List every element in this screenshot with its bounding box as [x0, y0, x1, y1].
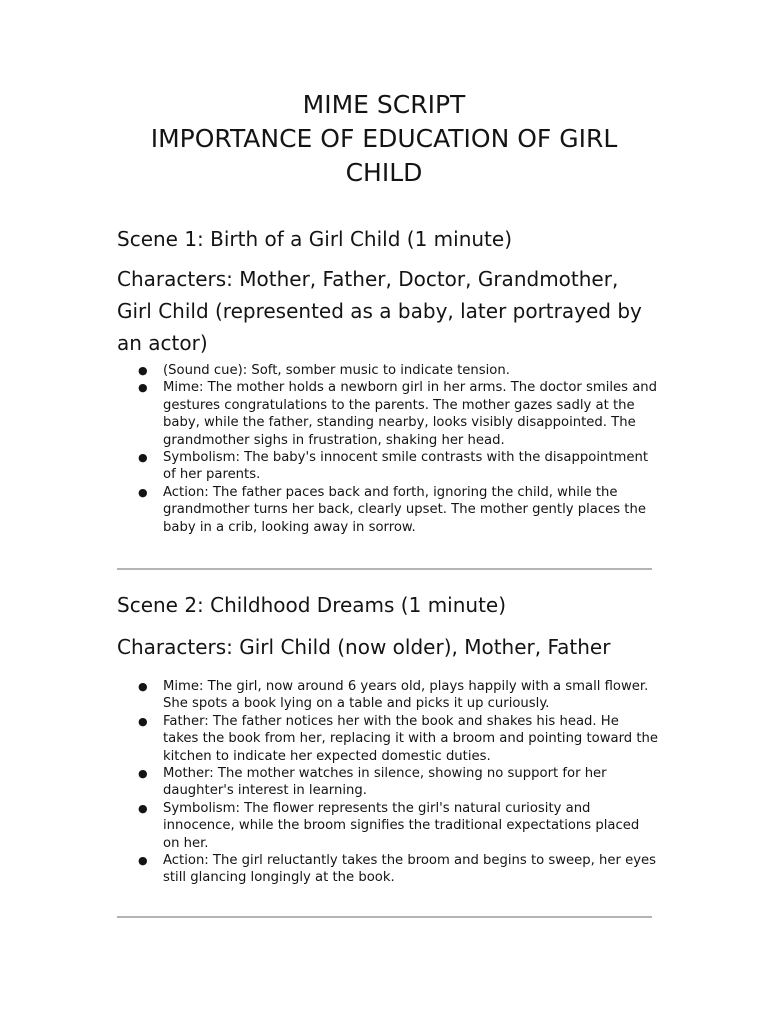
- scene-1-characters: Characters: Mother, Father, Doctor, Grandmother, Girl Child (represented as a baby, later portrayed by an actor): [117, 267, 642, 355]
- list-item: [138, 449, 658, 484]
- list-item: [138, 765, 658, 800]
- document-title: [110, 88, 658, 190]
- list-item: [138, 800, 658, 852]
- list-item: [138, 678, 658, 713]
- list-item-text: Symbolism: The baby's innocent smile contrasts with the disappointment of her parents.: [163, 450, 648, 483]
- list-item: [138, 852, 658, 887]
- scene-2-heading: Scene 2: Childhood Dreams (1 minute): [117, 593, 507, 617]
- bullet-icon: ●: [138, 767, 148, 781]
- list-item-text: Action: The girl reluctantly takes the broom and begins to sweep, her eyes still glancing longingly at the book.: [163, 853, 657, 886]
- scene-1-heading: Scene 1: Birth of a Girl Child (1 minute): [117, 227, 512, 251]
- list-item-text: Mime: The girl, now around 6 years old, plays happily with a small flower. She spots a book lying on a table and picks it up curiously.: [163, 679, 649, 712]
- bullet-icon: ●: [138, 801, 148, 815]
- scene-2-characters: Characters: Girl Child (now older), Mother, Father: [117, 635, 611, 659]
- bullet-icon: ●: [138, 451, 148, 465]
- list-item-text: (Sound cue): Soft, somber music to indicate tension.: [163, 363, 510, 378]
- bullet-icon: ●: [138, 364, 148, 377]
- list-item: [138, 713, 658, 765]
- list-item-text: Mime: The mother holds a newborn girl in her arms. The doctor smiles and gestures congratulations to the parents. The mother gazes sadly at the baby, while the father, standing nearby, looks visibly disappointed. The grandmother sighs in frustration, shaking her head.: [163, 380, 658, 448]
- section-divider: [117, 916, 652, 918]
- title-line-1: MIME SCRIPT: [302, 90, 466, 119]
- scene-2-bullet-list: [138, 678, 658, 887]
- title-line-2: IMPORTANCE OF EDUCATION OF GIRL: [150, 124, 618, 153]
- title-line-3: CHILD: [345, 158, 423, 187]
- scene-1-bullet-list: [138, 362, 658, 536]
- bullet-icon: ●: [138, 714, 148, 728]
- section-divider: [117, 568, 652, 570]
- list-item: [138, 379, 658, 449]
- bullet-icon: ●: [138, 854, 148, 868]
- list-item-text: Symbolism: The flower represents the girl's natural curiosity and innocence, while the broom signifies the traditional expectations placed on her.: [163, 800, 640, 851]
- list-item-text: Action: The father paces back and forth, ignoring the child, while the grandmother turns her back, clearly upset. The mother gently places the baby in a crib, looking away in sorrow.: [163, 484, 646, 535]
- list-item: [138, 484, 658, 536]
- bullet-icon: ●: [138, 680, 148, 693]
- list-item-text: Father: The father notices her with the book and shakes his head. He takes the book from her, replacing it with a broom and pointing toward the kitchen to indicate her expected domestic duties.: [163, 713, 658, 764]
- bullet-icon: ●: [138, 381, 148, 395]
- list-item: [138, 362, 658, 379]
- list-item-text: Mother: The mother watches in silence, showing no support for her daughter's interest in learning.: [163, 766, 607, 799]
- bullet-icon: ●: [138, 485, 148, 499]
